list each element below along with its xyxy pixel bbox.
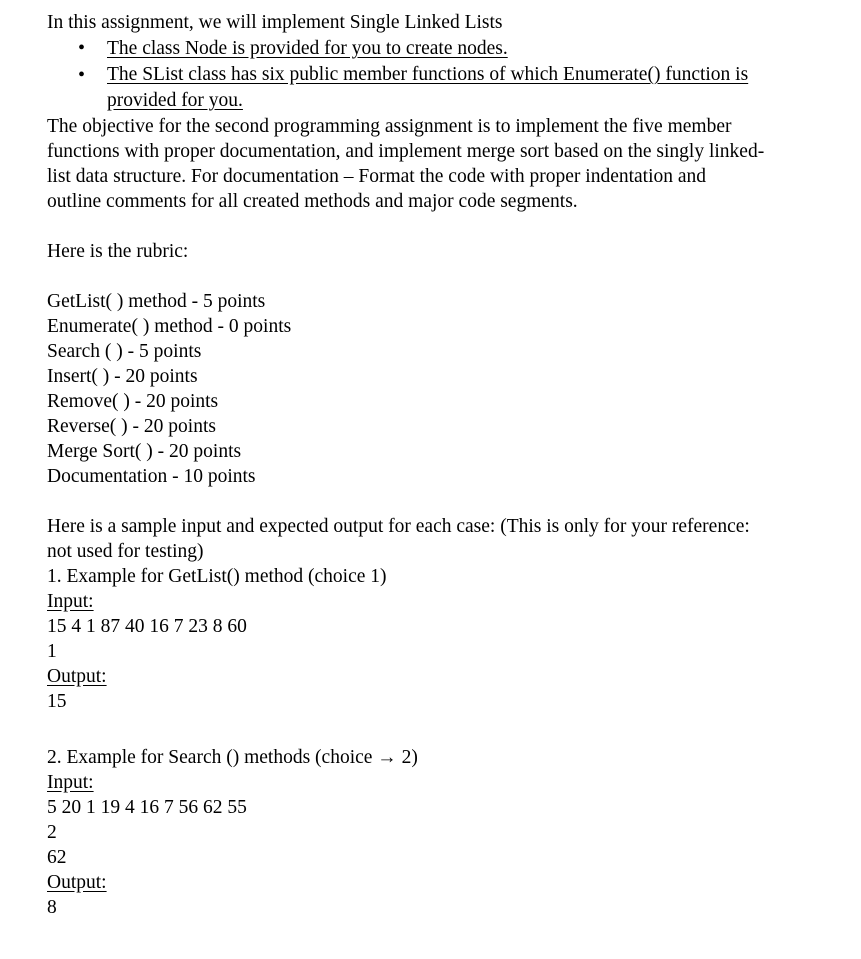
paragraph-line: outline comments for all created methods and major code segments. <box>47 191 578 212</box>
input-label: Input: <box>47 772 94 793</box>
output-line: 8 <box>47 897 57 918</box>
input-line: 15 4 1 87 40 16 7 23 8 60 <box>47 616 247 637</box>
paragraph-line: The objective for the second programming assignment is to implement the five member <box>47 116 732 137</box>
input-line: 1 <box>47 641 57 662</box>
input-label: Input: <box>47 591 94 612</box>
input-line: 2 <box>47 822 57 843</box>
rubric-heading: Here is the rubric: <box>47 241 189 262</box>
list-item <box>47 35 837 62</box>
rubric-item: Remove( ) - 20 points <box>47 391 219 412</box>
paragraph-line: not used for testing) <box>47 541 204 562</box>
intro-text: In this assignment, we will implement Single Linked Lists <box>47 12 503 33</box>
rubric-item: Reverse( ) - 20 points <box>47 416 216 437</box>
example-1 <box>47 564 837 714</box>
rubric-list <box>47 289 837 489</box>
bullet-text: The class Node is provided for you to create nodes. <box>107 38 508 59</box>
rubric-item: Insert( ) - 20 points <box>47 366 198 387</box>
example-title: 1. Example for GetList() method (choice 1) <box>47 566 387 587</box>
input-line: 5 20 1 19 4 16 7 56 62 55 <box>47 797 247 818</box>
bullet-list <box>47 35 837 114</box>
rubric-item: GetList( ) method - 5 points <box>47 291 266 312</box>
rubric-item: Search ( ) - 5 points <box>47 341 202 362</box>
objective-paragraph <box>47 114 837 214</box>
paragraph-line: list data structure. For documentation – Format the code with proper indentation and <box>47 166 707 187</box>
rubric-item: Enumerate( ) method - 0 points <box>47 316 292 337</box>
output-label: Output: <box>47 872 107 893</box>
example-title: 2. Example for Search () methods (choice → 2) <box>47 747 418 768</box>
example-2 <box>47 745 837 920</box>
bullet-icon: • <box>78 37 86 59</box>
output-line: 15 <box>47 691 67 712</box>
rubric-item: Documentation - 10 points <box>47 466 256 487</box>
paragraph-line: functions with proper documentation, and implement merge sort based on the singly linked- <box>47 141 765 162</box>
list-item <box>47 62 837 114</box>
input-line: 62 <box>47 847 67 868</box>
bullet-icon: • <box>78 64 86 86</box>
bullet-text: The SList class has six public member functions of which Enumerate() function is provided for you. <box>107 64 749 111</box>
sample-intro-paragraph <box>47 514 837 564</box>
rubric-item: Merge Sort( ) - 20 points <box>47 441 242 462</box>
output-label: Output: <box>47 666 107 687</box>
paragraph-line: Here is a sample input and expected output for each case: (This is only for your reference: <box>47 516 750 537</box>
assignment-document <box>47 10 837 920</box>
